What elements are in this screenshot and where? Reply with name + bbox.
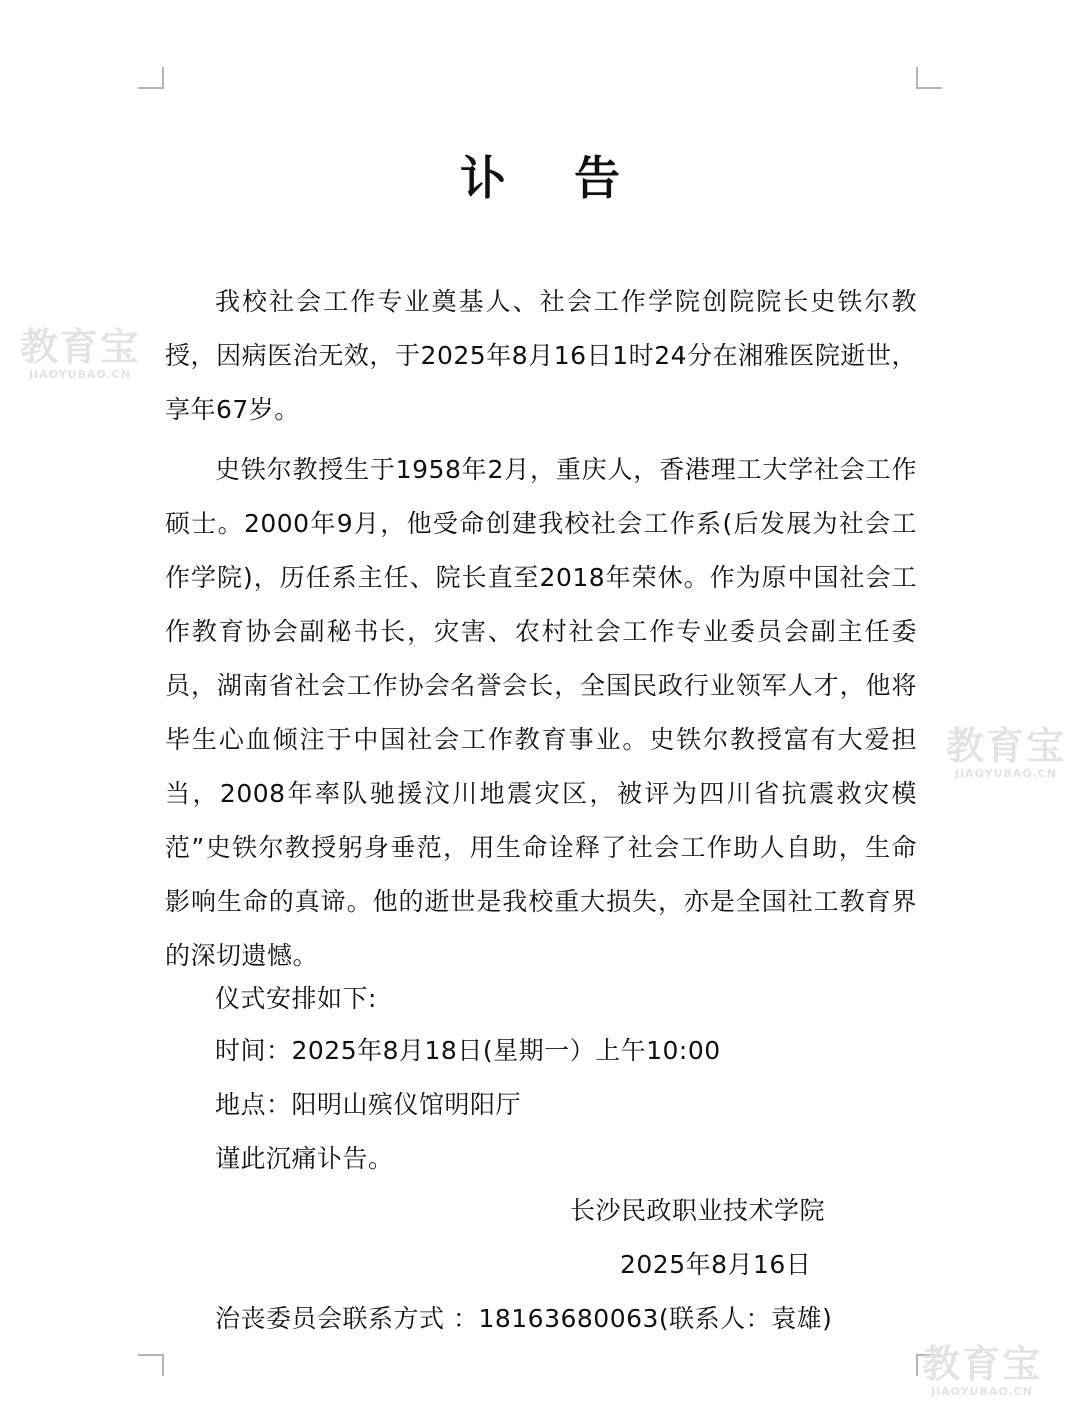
document-title: 讣 告 xyxy=(459,151,646,205)
signature-organization: 长沙民政职业技术学院 xyxy=(570,1196,826,1225)
crop-mark-top-left xyxy=(138,67,164,89)
ceremony-location: 地点：阳明山殡仪馆明阳厅 xyxy=(215,1090,522,1119)
arrangement-heading: 仪式安排如下: xyxy=(215,984,377,1013)
document-body xyxy=(165,275,917,983)
crop-mark-top-right xyxy=(916,67,942,89)
watermark-brand: 教育宝 xyxy=(946,724,1067,768)
crop-mark-bottom-left xyxy=(138,1354,164,1376)
watermark-brand: 教育宝 xyxy=(20,325,141,369)
watermark-domain: JIAOYUBAO.CN xyxy=(28,368,132,381)
watermark-domain: JIAOYUBAO.CN xyxy=(930,1385,1034,1398)
watermark-domain: JIAOYUBAO.CN xyxy=(954,767,1058,780)
watermark-right xyxy=(946,724,1067,780)
signature-date: 2025年8月16日 xyxy=(620,1250,812,1279)
watermark-brand: 教育宝 xyxy=(922,1342,1043,1386)
watermark-left xyxy=(20,325,141,381)
funeral-committee-contact: 治丧委员会联系方式 ：18163680063(联系人：袁雄) xyxy=(215,1304,833,1333)
paragraph-announcement: 我校社会工作专业奠基人、社会工作学院创院院长史铁尔教授，因病医治无效，于2025年8月16日1时24分在湘雅医院逝世，享年67岁。 xyxy=(165,287,917,424)
closing-statement: 谨此沉痛讣告。 xyxy=(215,1144,394,1173)
watermark-bottom-right xyxy=(922,1342,1043,1398)
ceremony-time: 时间：2025年8月18日(星期一）上午10:00 xyxy=(215,1036,721,1065)
paragraph-biography: 史铁尔教授生于1958年2月，重庆人，香港理工大学社会工作硕士。2000年9月，他受命创建我校社会工作系(后发展为社会工作学院)，历任系主任、院长直至2018年荣休。作为原中国社会工作教育协会副秘书长，灾害、农村社会工作专业委员会副主任委员，湖南省社会工作协会名誉会长，全国民政行业领军人才，他将毕生心血倾注于中国社会工作教育事业。史铁尔教授富有大爱担当，2008年率队驰援汶川地震灾区，被评为四川省抗震救灾模范”史铁尔教授躬身垂范，用生命诠释了社会工作助人自助，生命影响生命的真谛。他的逝世是我校重大损失，亦是全国社工教育界的深切遗憾。 xyxy=(165,455,917,970)
